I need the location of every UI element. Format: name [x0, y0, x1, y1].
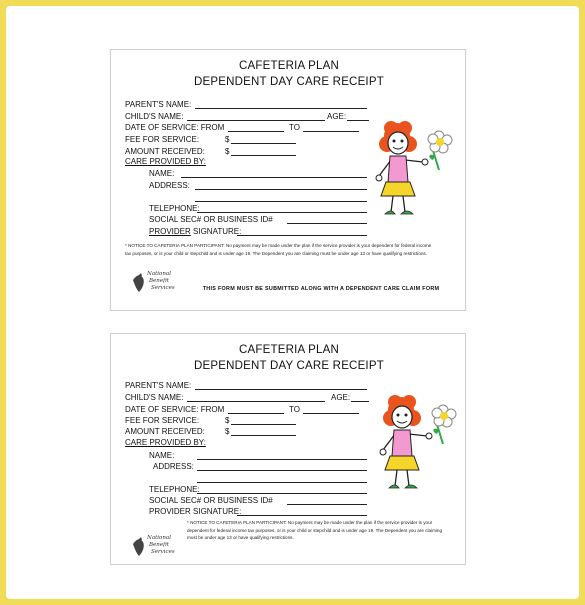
- currency-symbol: $: [225, 135, 230, 144]
- telephone-label: TELEPHONE:: [149, 204, 200, 213]
- age-label: AGE:: [327, 112, 347, 121]
- date-to-field[interactable]: [303, 413, 359, 414]
- girl-with-flower-icon: [373, 116, 459, 224]
- provider-signature-label: PROVIDER SIGNATURE:: [149, 507, 242, 516]
- parents-name-label: PARENT'S NAME:: [125, 100, 192, 109]
- receipt-title: CAFETERIA PLAN: [239, 344, 339, 356]
- age-label: AGE:: [331, 393, 351, 402]
- to-label: TO: [289, 405, 300, 414]
- childs-name-field[interactable]: [187, 120, 325, 121]
- provider-signature-label: [149, 227, 241, 237]
- notice-text: * NOTICE TO CAFETERIA PLAN PARTICIPANT: No payment may be made under the plan if the service provider is your dependent for federal income tax purposes, or is your child or stepchild and is under age 19. The Dependent you are claiming must be under age 13 or have qualifying restrictions.: [125, 243, 432, 256]
- amount-field[interactable]: [231, 155, 296, 156]
- fee-field[interactable]: [231, 143, 296, 144]
- parents-name-field[interactable]: [195, 108, 367, 109]
- date-of-service-label: DATE OF SERVICE: FROM: [125, 123, 225, 132]
- girl-with-flower-icon: [377, 390, 463, 498]
- age-field[interactable]: [351, 401, 369, 402]
- provider-address-label: ADDRESS:: [153, 462, 194, 471]
- telephone-label: TELEPHONE:: [149, 485, 200, 494]
- age-field[interactable]: [347, 120, 369, 121]
- receipt-title: CAFETERIA PLAN: [239, 60, 339, 72]
- receipt-card-2: [110, 333, 466, 565]
- to-label: TO: [289, 123, 300, 132]
- provider-address-label: ADDRESS:: [149, 181, 190, 190]
- provider-name-label: NAME:: [149, 169, 175, 178]
- care-provided-label: CARE PROVIDED BY:: [125, 157, 206, 166]
- childs-name-field[interactable]: [187, 401, 325, 402]
- fee-label: FEE FOR SERVICE:: [125, 135, 200, 144]
- receipt-subtitle: DEPENDENT DAY CARE RECEIPT: [194, 76, 384, 88]
- provider-signature-field[interactable]: [237, 235, 367, 236]
- childs-name-label: CHILD'S NAME:: [125, 393, 184, 402]
- amount-label: AMOUNT RECEIVED:: [125, 427, 205, 436]
- currency-symbol: $: [225, 427, 230, 436]
- childs-name-label: CHILD'S NAME:: [125, 112, 184, 121]
- currency-symbol: $: [225, 416, 230, 425]
- ssn-label: SOCIAL SEC# OR BUSINESS ID#: [149, 215, 273, 224]
- flower-icon: [432, 405, 456, 444]
- amount-field[interactable]: [231, 435, 296, 436]
- ssn-field[interactable]: [287, 504, 367, 505]
- telephone-field[interactable]: [197, 212, 367, 213]
- logo-line-2: Benefit: [149, 278, 169, 284]
- national-benefit-logo: [129, 268, 189, 298]
- care-provided-label: CARE PROVIDED BY:: [125, 438, 206, 447]
- provider-address-field-2[interactable]: [195, 201, 367, 202]
- logo-line-3: Services: [151, 549, 175, 555]
- telephone-field[interactable]: [197, 493, 367, 494]
- national-benefit-logo: [129, 532, 189, 562]
- date-to-field[interactable]: [303, 131, 359, 132]
- fee-field[interactable]: [231, 424, 296, 425]
- parents-name-label: PARENT'S NAME:: [125, 381, 192, 390]
- fee-label: FEE FOR SERVICE:: [125, 416, 200, 425]
- notice-text: * NOTICE TO CAFETERIA PLAN PARTICIPANT: No payment may be made under the plan if the service provider is your dependent for federal income tax purposes, or is your child or stepchild and is under age 19. The Dependent you are claiming must be under age 13 or have qualifying restrictions.: [187, 520, 443, 540]
- provider-address-field[interactable]: [195, 189, 367, 190]
- date-from-field[interactable]: [228, 131, 284, 132]
- date-from-field[interactable]: [228, 413, 284, 414]
- amount-label: AMOUNT RECEIVED:: [125, 147, 205, 156]
- logo-line-3: Services: [151, 285, 175, 291]
- provider-signature-field[interactable]: [237, 515, 367, 516]
- logo-line-2: Benefit: [149, 542, 169, 548]
- submit-instruction: THIS FORM MUST BE SUBMITTED ALONG WITH A DEPENDENT CARE CLAIM FORM: [202, 286, 440, 292]
- ssn-field[interactable]: [287, 223, 367, 224]
- date-of-service-label: DATE OF SERVICE: FROM: [125, 405, 225, 414]
- provider-name-label: NAME:: [149, 451, 175, 460]
- provider-name-field[interactable]: [181, 177, 367, 178]
- receipt-card-1: [110, 49, 466, 311]
- currency-symbol: $: [225, 147, 230, 156]
- provider-word: PROVIDER: [149, 227, 191, 236]
- provider-address-field[interactable]: [197, 470, 367, 471]
- parents-name-field[interactable]: [195, 389, 367, 390]
- provider-name-field[interactable]: [197, 459, 367, 460]
- flower-icon: [428, 131, 452, 170]
- signature-word: SIGNATURE:: [190, 227, 242, 236]
- ssn-label: SOCIAL SEC# OR BUSINESS ID#: [149, 496, 273, 505]
- provider-address-field-2[interactable]: [197, 482, 367, 483]
- logo-line-1: National: [147, 271, 171, 277]
- logo-line-1: National: [147, 535, 171, 541]
- receipt-subtitle: DEPENDENT DAY CARE RECEIPT: [194, 360, 384, 372]
